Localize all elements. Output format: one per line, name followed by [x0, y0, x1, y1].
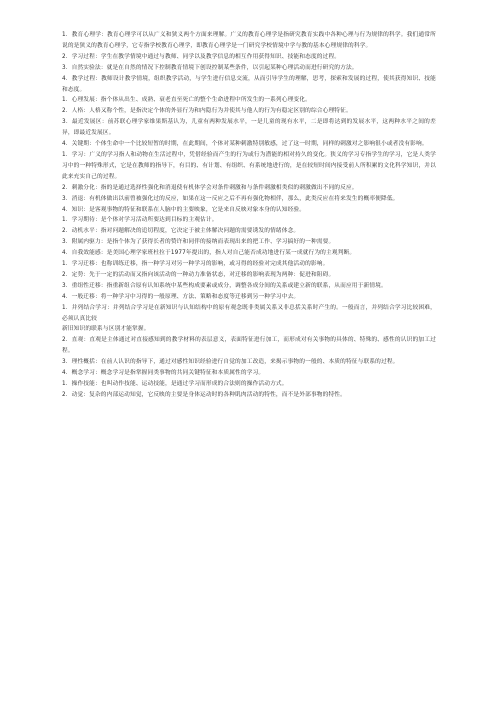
paragraph: 3．自然实验法：就是在自然的情况下控制教育情境下创设控制某些条件，以引起某种心理活动而进行研究的方法。	[62, 64, 358, 71]
paragraph: 2．刺激分化：指的是通过选择性强化和消退使有机体学会对条件刺激和与条件刺激相类似的刺激做出不同的反应。	[62, 184, 358, 191]
paragraph: 4．一般迁移：将一种学习中习得的一般原理、方法、策略和态度等迁移到另一种学习中去。	[62, 293, 300, 300]
paragraph: 1．教育心理学：教育心理学可以从广义和狭义两个方面来理解。广义的教育心理学是指研究教育实践中各种心理与行为规律的科学。我们通常所说的是狭义的教育心理学，它专指学校教育心理学，即教育心理学是一门研究学校情境中学与教的基本心理规律的科学。	[62, 32, 436, 49]
paragraph: 4．自我效能感：是美国心理学家班杜拉于1977年提出的，指人对自己能否成功地进行某一成就行为的主观判断。	[62, 250, 356, 257]
paragraph: 3．最近发展区：前苏联心理学家维果斯基认为，儿童有两种发展水平，一是儿童的现有水平，二是即将达到的发展水平，这两种水平之间的差异，即最近发展区。	[62, 119, 436, 137]
paragraph: 1．学习迁移：也称训练迁移，指一种学习对另一种学习的影响，或习得的经验对完成其他活动的影响。	[62, 261, 329, 268]
paragraph: 1．并列结合学习：并列结合学习是在新知识与认知结构中的原有观念既非类属关系又非总括关系时产生的。一般而言，并列结合学习比较困难，必须认真比较	[62, 304, 436, 322]
paragraph: 2．学习过程：学生在教学情境中通过与教师、同学以及教学信息的相互作用获得知识、技能和态度的过程。	[62, 53, 341, 60]
paragraph: 2．直观：直观是主体通过对直接感知到的教学材料的表层意义，表面特征进行加工，而形成对有关事物的具体的、特殊的、感性的认识的加工过程。	[62, 337, 436, 355]
paragraph: 1．心理发展：指个体从出生、成熟、衰老直至死亡的整个生命进程中所发生的一系列心理变化。	[62, 97, 311, 104]
paragraph: 4．概念学习：概念学习是指掌握同类事物的共同关键特征和本质属性的学习。	[62, 370, 265, 377]
paragraph: 1．学习：广义的学习指人和动物在生活过程中，凭借经验而产生的行为或行为潜能的相对持久的变化。狭义的学习专指学生的学习，它是人类学习中的一种特殊形式，它是在教师的指导下，有目的、有计划、有组织、有系统地进行的，是在较短时间内接受前人所积累的文化科学知识，并以此来充实自己的过程。	[62, 151, 436, 180]
paragraph: 3．附属内驱力：是指个体为了获得长者的赞许和同伴的接纳而表现出来的把工作、学习搞好的一种需要。	[62, 239, 335, 246]
paragraph: 2．人格：人格又称个性，是指决定个体的外显行为和内隐行为并使其与他人的行为有稳定区别的综合心理特征。	[62, 108, 352, 115]
paragraph: 1．学习期待：是个体对学习活动所要达到目标的主观估计。	[62, 217, 218, 224]
paragraph: 新旧知识的联系与区别才能掌握。	[62, 326, 150, 333]
paragraph: 1．操作技能：也叫动作技能、运动技能，是通过学习而形成的合法则的操作活动方式。	[62, 381, 288, 387]
paragraph: 2．动觉：复杂的内部运动知觉，它反映的主要是身体运动时的各种肌肉活动的特性，而不是外部事物的特性。	[62, 391, 346, 398]
paragraph: 3．理性概括：在前人认识的指导下，通过对感性知识经验进行自觉的加工改造，来揭示事物的一般的、本质的特征与联系的过程。	[62, 359, 399, 366]
paragraph: 3．重组性迁移：指重新组合原有认知系统中某些构成要素或成分，调整各成分间的关系或建立新的联系，从而应用于新情境。	[62, 282, 387, 289]
document-body	[62, 30, 436, 401]
paragraph: 2．定势：先于一定的活动而又指向该活动的一种动力准备状态，对迁移的影响表现为两种：促进和阻碍。	[62, 271, 335, 278]
paragraph: 3．消退：有机体做出以前曾被强化过的反应，如果在这一反应之后不再有强化物相伴，那么，此类反应在将来发生的概率便降低。	[62, 195, 399, 202]
paragraph: 4．知识：是客观事物的特征和联系在人脑中的主要映象，它是来自反映对象本身的认知经验。	[62, 206, 306, 213]
paragraph: 2．动机水平：指对问题解决的追切程度，它决定于被主体解决问题的需要诱发的情绪体念。	[62, 228, 300, 235]
paragraph: 4．教学过程：教师设计教学情境，组织教学活动，与学生进行信息交流，从而引导学生的理解，思考，探索和发展的过程，使其获得知识、技能和态度。	[62, 75, 436, 93]
paragraph: 4．关键期：个体生命中一个比较短暂的时期，在此期间，个体对某种刺激特别敏感，过了这一时期，同样的刺激对之影响很小或者没有影响。	[62, 141, 428, 148]
